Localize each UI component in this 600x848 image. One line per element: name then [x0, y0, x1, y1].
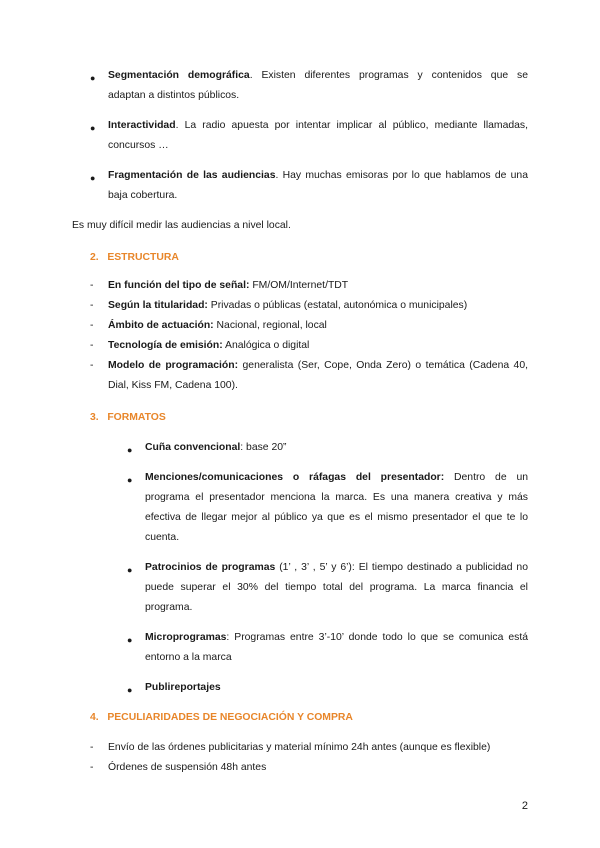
- negociacion-item: Órdenes de suspensión 48h antes: [108, 762, 267, 773]
- formato-publireportajes: Publireportajes: [145, 682, 221, 693]
- negociacion-item: Envío de las órdenes publicitarias y material mínimo 24h antes (aunque es flexible): [108, 742, 491, 753]
- bullet-icon: ●: [127, 445, 133, 455]
- note-paragraph: Es muy difícil medir las audiencias a nivel local.: [72, 220, 291, 231]
- estructura-item: En función del tipo de señal: FM/OM/Internet/TDT: [108, 280, 349, 291]
- formato-cuna: Cuña convencional: base 20”: [145, 442, 287, 453]
- section-heading-negociacion: 4. PECULIARIDADES DE NEGOCIACIÓN Y COMPRA: [90, 712, 353, 723]
- formato-microprogramas: Microprogramas: Programas entre 3’-10’ donde todo lo que se comunica está entorno a la marca: [145, 632, 528, 663]
- bullet-icon: ●: [127, 685, 133, 695]
- section-heading-formatos: 3. FORMATOS: [90, 412, 166, 423]
- bullet-segmentacion: Segmentación demográfica. Existen diferentes programas y contenidos que se adaptan a distintos públicos.: [108, 70, 528, 101]
- bullet-interactividad: Interactividad. La radio apuesta por intentar implicar al público, mediante llamadas, concursos …: [108, 120, 528, 151]
- bullet-icon: ●: [90, 123, 96, 133]
- dash-bullet: -: [90, 300, 94, 311]
- formato-patrocinios: Patrocinios de programas (1’ , 3’ , 5’ y 6’): El tiempo destinado a publicidad no puede superar el 30% del tiempo total del programa. La marca financia el programa.: [145, 562, 528, 613]
- bullet-fragmentacion: Fragmentación de las audiencias. Hay muchas emisoras por lo que hablamos de una baja cobertura.: [108, 170, 528, 201]
- bullet-icon: ●: [127, 635, 133, 645]
- section-heading-estructura: 2. ESTRUCTURA: [90, 252, 179, 263]
- dash-bullet: -: [90, 320, 94, 331]
- estructura-item: Modelo de programación: generalista (Ser, Cope, Onda Zero) o temática (Cadena 40, Dial, Kiss FM, Cadena 100).: [108, 360, 529, 391]
- estructura-item: Ámbito de actuación: Nacional, regional, local: [108, 320, 327, 331]
- dash-bullet: -: [90, 340, 94, 351]
- bullet-icon: ●: [90, 73, 96, 83]
- dash-bullet: -: [90, 762, 94, 773]
- bullet-icon: ●: [127, 565, 133, 575]
- formato-menciones: Menciones/comunicaciones o ráfagas del presentador: Dentro de un programa el presentador menciona la marca. Es una manera creativa y más efectiva de llegar mejor al público ya que es el mismo presentador el que te lo cuenta.: [145, 472, 528, 543]
- bullet-icon: ●: [127, 475, 133, 485]
- dash-bullet: -: [90, 280, 94, 291]
- estructura-item: Según la titularidad: Privadas o públicas (estatal, autonómica o municipales): [108, 300, 468, 311]
- page-number: 2: [521, 800, 528, 812]
- dash-bullet: -: [90, 360, 94, 371]
- bullet-icon: ●: [90, 173, 96, 183]
- estructura-item: Tecnología de emisión: Analógica o digital: [108, 340, 310, 351]
- dash-bullet: -: [90, 742, 94, 753]
